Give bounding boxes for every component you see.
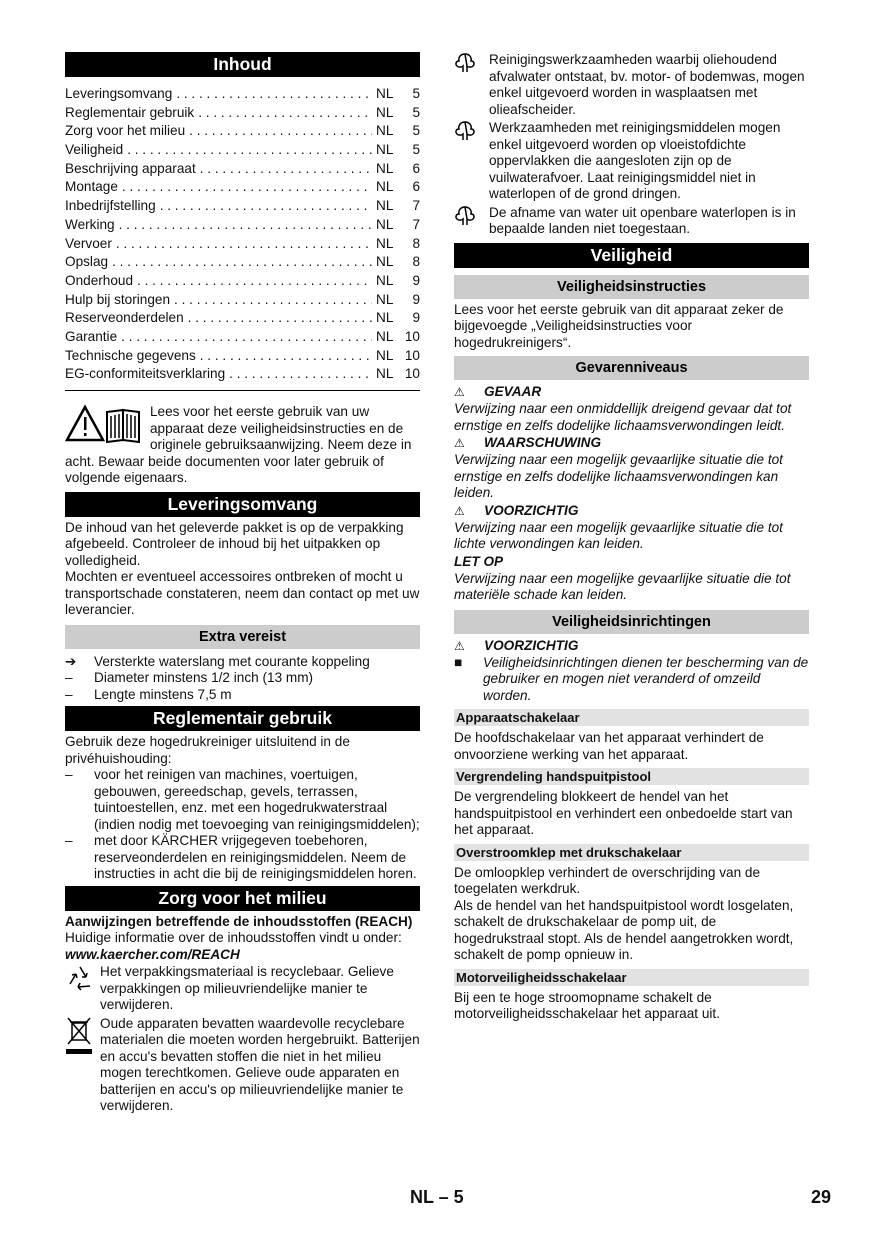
- toc-entry-lang: NL: [376, 235, 394, 251]
- toc-entry[interactable]: [65, 141, 420, 160]
- hazard-description: Verwijzing naar een mogelijk gevaarlijke situatie die tot lichte verwondingen kan leiden.: [454, 519, 783, 551]
- hazard-description: Verwijzing naar een mogelijke gevaarlijke situatie die tot materiële schade kan leiden.: [454, 570, 791, 602]
- toc-entry-page: 5: [412, 123, 420, 139]
- hazard-level-label: [454, 434, 809, 452]
- toc-entry-page: 5: [412, 104, 420, 120]
- right-column: [454, 52, 809, 1023]
- list-item: [65, 654, 420, 671]
- groundwater-icon: [454, 205, 489, 238]
- reach-subheading: Aanwijzingen betreffende de inhoudsstoffen (REACH): [65, 913, 413, 929]
- groundwater-icon: [454, 120, 489, 203]
- intro-warning-text: Lees voor het eerste gebruik van uw apparaat deze veiligheidsinstructies en de originele gebruiksaanwijzing. Neem deze in acht. Bewaar beide documenten voor later gebruik of volgende eigenaars.: [65, 404, 412, 485]
- toc-entry[interactable]: [65, 197, 420, 216]
- hazard-label: GEVAAR: [484, 384, 542, 399]
- toc-entry-page: 5: [412, 86, 420, 101]
- toc-entry-title: Reserveonderdelen: [65, 310, 184, 326]
- list-item-text: Versterkte waterslang met courante koppeling: [94, 653, 370, 669]
- list-item: [65, 670, 420, 687]
- toc-entry-lang: NL: [376, 104, 394, 120]
- left-column: [65, 52, 420, 1115]
- toc-entry-page: 9: [412, 272, 420, 288]
- toc-entry-page: 8: [412, 254, 420, 270]
- toc-entry[interactable]: [65, 347, 420, 366]
- leveringsomvang-p2: Mochten er eventueel accessoires ontbreken of mocht u transportschade constateren, neem dan contact op met uw leverancier.: [65, 569, 420, 617]
- toc-entry-page: 5: [412, 142, 420, 158]
- inrichtingen-item: [454, 655, 809, 705]
- toc-entry-lang: NL: [376, 179, 394, 195]
- toc-entry-title: Opslag: [65, 254, 109, 270]
- toc-entry[interactable]: [65, 122, 420, 141]
- groundwater-icon: [454, 52, 489, 118]
- milieu-heading: Zorg voor het milieu: [65, 886, 420, 911]
- toc-entry-title: EG-conformiteitsverklaring: [65, 366, 226, 382]
- leveringsomvang-p1: De inhoud van het geleverde pakket is op de verpakking afgebeeld. Controleer de inhoud bij het uitpakken op volledigheid.: [65, 519, 404, 568]
- caution-label: VOORZICHTIG: [484, 637, 579, 653]
- reglementair-heading: Reglementair gebruik: [65, 706, 420, 731]
- toc-entry-page: 8: [412, 235, 420, 251]
- subsection-text: De vergrendeling blokkeert de hendel van het handspuitpistool en verhindert een onbedoelde start van het apparaat.: [454, 789, 793, 837]
- toc-entry-lang: NL: [376, 198, 394, 214]
- warning-triangle-icon: ⚠: [454, 503, 465, 518]
- toc-entry-title: Technische gegevens: [65, 347, 196, 363]
- toc-entry-page: 10: [404, 347, 420, 363]
- weee-note: [65, 1016, 420, 1115]
- toc-entry-title: Montage: [65, 179, 118, 195]
- toc-leader-dots: [160, 197, 372, 216]
- bullet-icon: –: [65, 686, 73, 702]
- recycle-text: Het verpakkingsmateriaal is recyclebaar. Gelieve verpakkingen op milieuvriendelijke manier te verwijderen.: [100, 964, 394, 1012]
- bullet-icon: –: [65, 670, 73, 685]
- toc-leader-dots: [116, 235, 372, 254]
- weee-text: Oude apparaten bevatten waardevolle recyclebare materialen die moeten worden hergebruikt. Batterijen en accu's bevatten stoffen die niet in het milieu mogen terechtkomen. Gelieve oude apparaten en batterijen en accu's op milieuvriendelijke manier te verwijderen.: [100, 1015, 420, 1113]
- toc-entry[interactable]: [65, 328, 420, 347]
- toc-entry-page: 6: [412, 179, 420, 195]
- toc-entry-lang: NL: [376, 142, 394, 158]
- warning-triangle-icon: ⚠: [454, 385, 465, 399]
- toc-entry-title: Vervoer: [65, 235, 112, 251]
- subsection-text: De hoofdschakelaar van het apparaat verhindert de onvoorziene werking van het apparaat.: [454, 730, 764, 762]
- toc-entry[interactable]: [65, 160, 420, 179]
- toc-entry[interactable]: [65, 253, 420, 272]
- toc-entry-lang: NL: [376, 310, 394, 326]
- subsection-text: De omloopklep verhindert de overschrijding van de toegelaten werkdruk. Als de hendel van het handspuitpistool wordt losgelaten, schakelt de drukschakelaar de pomp uit, de hogedrukstraal stopt. Als de hendel aangetrokken wordt, schakelt de pomp opnieuw in.: [454, 864, 794, 962]
- toc-entry[interactable]: [65, 272, 420, 291]
- toc-heading: Inhoud: [65, 52, 420, 77]
- warning-triangle-icon: ⚠: [454, 638, 465, 653]
- toc-entry-title: Veiligheid: [65, 142, 124, 158]
- toc-entry-title: Leveringsomvang: [65, 86, 173, 101]
- toc-entry-lang: NL: [376, 254, 394, 270]
- extra-list: [65, 654, 420, 704]
- toc-entry-lang: NL: [376, 347, 394, 363]
- leveringsomvang-heading: Leveringsomvang: [65, 492, 420, 517]
- water-protection-text: De afname van water uit openbare waterlopen is in bepaalde landen niet toegestaan.: [489, 204, 796, 236]
- bullet-icon: ➔: [65, 653, 77, 669]
- toc-leader-dots: [122, 178, 372, 197]
- hazard-description: Verwijzing naar een onmiddellijk dreigend gevaar dat tot ernstige en zelfs dodelijke lichaamsverwondingen leidt.: [454, 401, 792, 433]
- toc-entry[interactable]: [65, 216, 420, 235]
- toc-entry-page: 10: [404, 328, 420, 344]
- instructies-heading: Veiligheidsinstructies: [454, 275, 809, 299]
- recycle-icon: [65, 964, 100, 1014]
- reglementair-list: [65, 767, 420, 883]
- list-item: [65, 767, 420, 833]
- list-item-text: voor het reinigen van machines, voertuigen, gebouwen, gereedschap, gevels, terrassen, tuintoestellen, enz. met een hogedrukwaterstraal (indien nodig met toevoeging van reinigingsmiddelen);: [94, 767, 420, 832]
- subsection-heading: Motorveiligheidsschakelaar: [454, 969, 809, 986]
- footer-language-page: NL – 5: [410, 1187, 464, 1207]
- hazard-label: VOORZICHTIG: [484, 502, 579, 518]
- crossed-bin-icon: [65, 1016, 100, 1115]
- hazard-label: WAARSCHUWING: [484, 435, 602, 450]
- hazard-level-label: [454, 502, 809, 520]
- toc-leader-dots: [198, 104, 372, 123]
- toc-leader-dots: [121, 328, 372, 347]
- recycle-note: [65, 964, 420, 1014]
- water-protection-item: [454, 120, 809, 203]
- toc-leader-dots: [127, 141, 372, 160]
- toc-entry-lang: NL: [376, 123, 394, 139]
- list-item-text: Lengte minstens 7,5 m: [94, 686, 232, 702]
- toc-entry-lang: NL: [376, 366, 394, 382]
- toc-entry-title: Beschrijving apparaat: [65, 160, 196, 176]
- extra-heading: Extra vereist: [65, 625, 420, 649]
- toc-leader-dots: [189, 122, 372, 141]
- list-item: [65, 687, 420, 704]
- dash-bullet-icon: –: [65, 833, 73, 848]
- hazard-level-label: [454, 553, 809, 571]
- gevaren-heading: Gevarenniveaus: [454, 356, 809, 380]
- hazard-description: Verwijzing naar een mogelijk gevaarlijke situatie die tot ernstige en zelfs dodelijke lichaamsverwondingen kan leiden.: [454, 452, 783, 500]
- toc-entry-lang: NL: [376, 272, 394, 288]
- toc-entry-page: 7: [412, 198, 420, 214]
- toc-entry-title: Werking: [65, 216, 115, 232]
- reach-info: Huidige informatie over de inhoudsstoffen vindt u onder:: [65, 930, 402, 945]
- water-protection-list: [454, 52, 809, 238]
- safety-devices: [454, 709, 809, 1023]
- hazard-level-label: [454, 383, 809, 401]
- toc-entry[interactable]: [65, 365, 420, 384]
- toc-entry-page: 7: [412, 216, 420, 232]
- toc-leader-dots: [200, 160, 372, 179]
- toc-entry-title: Hulp bij storingen: [65, 291, 171, 307]
- hazard-label: LET OP: [454, 553, 504, 569]
- toc-leader-dots: [200, 347, 372, 366]
- inrichtingen-caution: [454, 637, 809, 655]
- water-protection-text: Werkzaamheden met reinigingsmiddelen mogen enkel uitgevoerd worden op vloeistofdichte oppervlakken die aangesloten zijn op de vuilwaterafvoer. Laat reinigingsmiddel niet in waterlopen of de grond dringen.: [489, 120, 781, 201]
- toc-leader-dots: [229, 365, 372, 384]
- toc-leader-dots: [188, 309, 372, 328]
- toc-leader-dots: [112, 253, 372, 272]
- toc-entry-page: 10: [404, 366, 420, 382]
- veiligheid-heading: Veiligheid: [454, 243, 809, 268]
- toc-entry-page: 6: [412, 160, 420, 176]
- toc-leader-dots: [137, 272, 372, 291]
- toc-entry-title: Zorg voor het milieu: [65, 123, 186, 139]
- reach-link[interactable]: www.kaercher.com/REACH: [65, 946, 240, 962]
- toc-entry-lang: NL: [376, 86, 394, 101]
- inrichtingen-text: Veiligheidsinrichtingen dienen ter bescherming van de gebruiker en mogen niet veranderd of omzeild worden.: [483, 654, 809, 703]
- reglementair-intro: Gebruik deze hogedrukreiniger uitsluitend in de privéhuishouding:: [65, 734, 350, 766]
- toc-entry[interactable]: [65, 104, 420, 123]
- toc-entry-page: 9: [412, 291, 420, 307]
- square-bullet-icon: ■: [454, 654, 463, 670]
- toc-entry[interactable]: [65, 178, 420, 197]
- instructies-text: Lees voor het eerste gebruik van dit apparaat zeker de bijgevoegde „Veiligheidsinstructies voor hogedrukreinigers“.: [454, 301, 784, 350]
- list-item-text: Diameter minstens 1/2 inch (13 mm): [94, 670, 314, 685]
- toc-entry-title: Onderhoud: [65, 272, 134, 288]
- toc-entry-lang: NL: [376, 328, 394, 344]
- hazard-levels: [454, 383, 809, 604]
- list-item: [65, 833, 420, 883]
- toc-leader-dots: [119, 216, 372, 235]
- subsection-heading: Overstroomklep met drukschakelaar: [454, 844, 809, 861]
- toc-entry[interactable]: [65, 85, 420, 104]
- toc-entry-title: Reglementair gebruik: [65, 104, 195, 120]
- toc-entry-page: 9: [412, 310, 420, 326]
- subsection-heading: Vergrendeling handspuitpistool: [454, 768, 809, 785]
- subsection-text: Bij een te hoge stroomopname schakelt de motorveiligheidsschakelaar het apparaat uit.: [454, 989, 720, 1021]
- toc-entry-lang: NL: [376, 216, 394, 232]
- intro-warning: [65, 404, 420, 487]
- warning-triangle-icon: ⚠: [454, 436, 465, 450]
- warning-manual-icon: [65, 404, 145, 444]
- water-protection-item: [454, 52, 809, 118]
- water-protection-text: Reinigingswerkzaamheden waarbij oliehoudend afvalwater ontstaat, bv. motor- of bodemwas, mogen enkel uitgevoerd worden in wasplaatsen met olieafscheider.: [489, 52, 805, 117]
- subsection-heading: Apparaatschakelaar: [454, 709, 809, 726]
- toc-entry-title: Garantie: [65, 328, 118, 344]
- toc-entry-title: Inbedrijfstelling: [65, 198, 156, 214]
- toc-entry[interactable]: [65, 235, 420, 254]
- list-item-text: met door KÄRCHER vrijgegeven toebehoren, reserveonderdelen en reinigingsmiddelen. Neem de instructies in acht die bij de reinigingsmiddelen horen.: [94, 833, 417, 881]
- toc-leader-dots: [174, 291, 372, 310]
- water-protection-item: [454, 205, 809, 238]
- toc-entry-lang: NL: [376, 160, 394, 176]
- toc-entry-lang: NL: [376, 291, 394, 307]
- dash-bullet-icon: –: [65, 767, 73, 782]
- footer-page-number: 29: [810, 1187, 831, 1207]
- toc-entry[interactable]: [65, 291, 420, 310]
- toc-entry[interactable]: [65, 309, 420, 328]
- inrichtingen-heading: Veiligheidsinrichtingen: [454, 610, 809, 634]
- table-of-contents: [65, 85, 420, 391]
- toc-leader-dots: [176, 85, 372, 104]
